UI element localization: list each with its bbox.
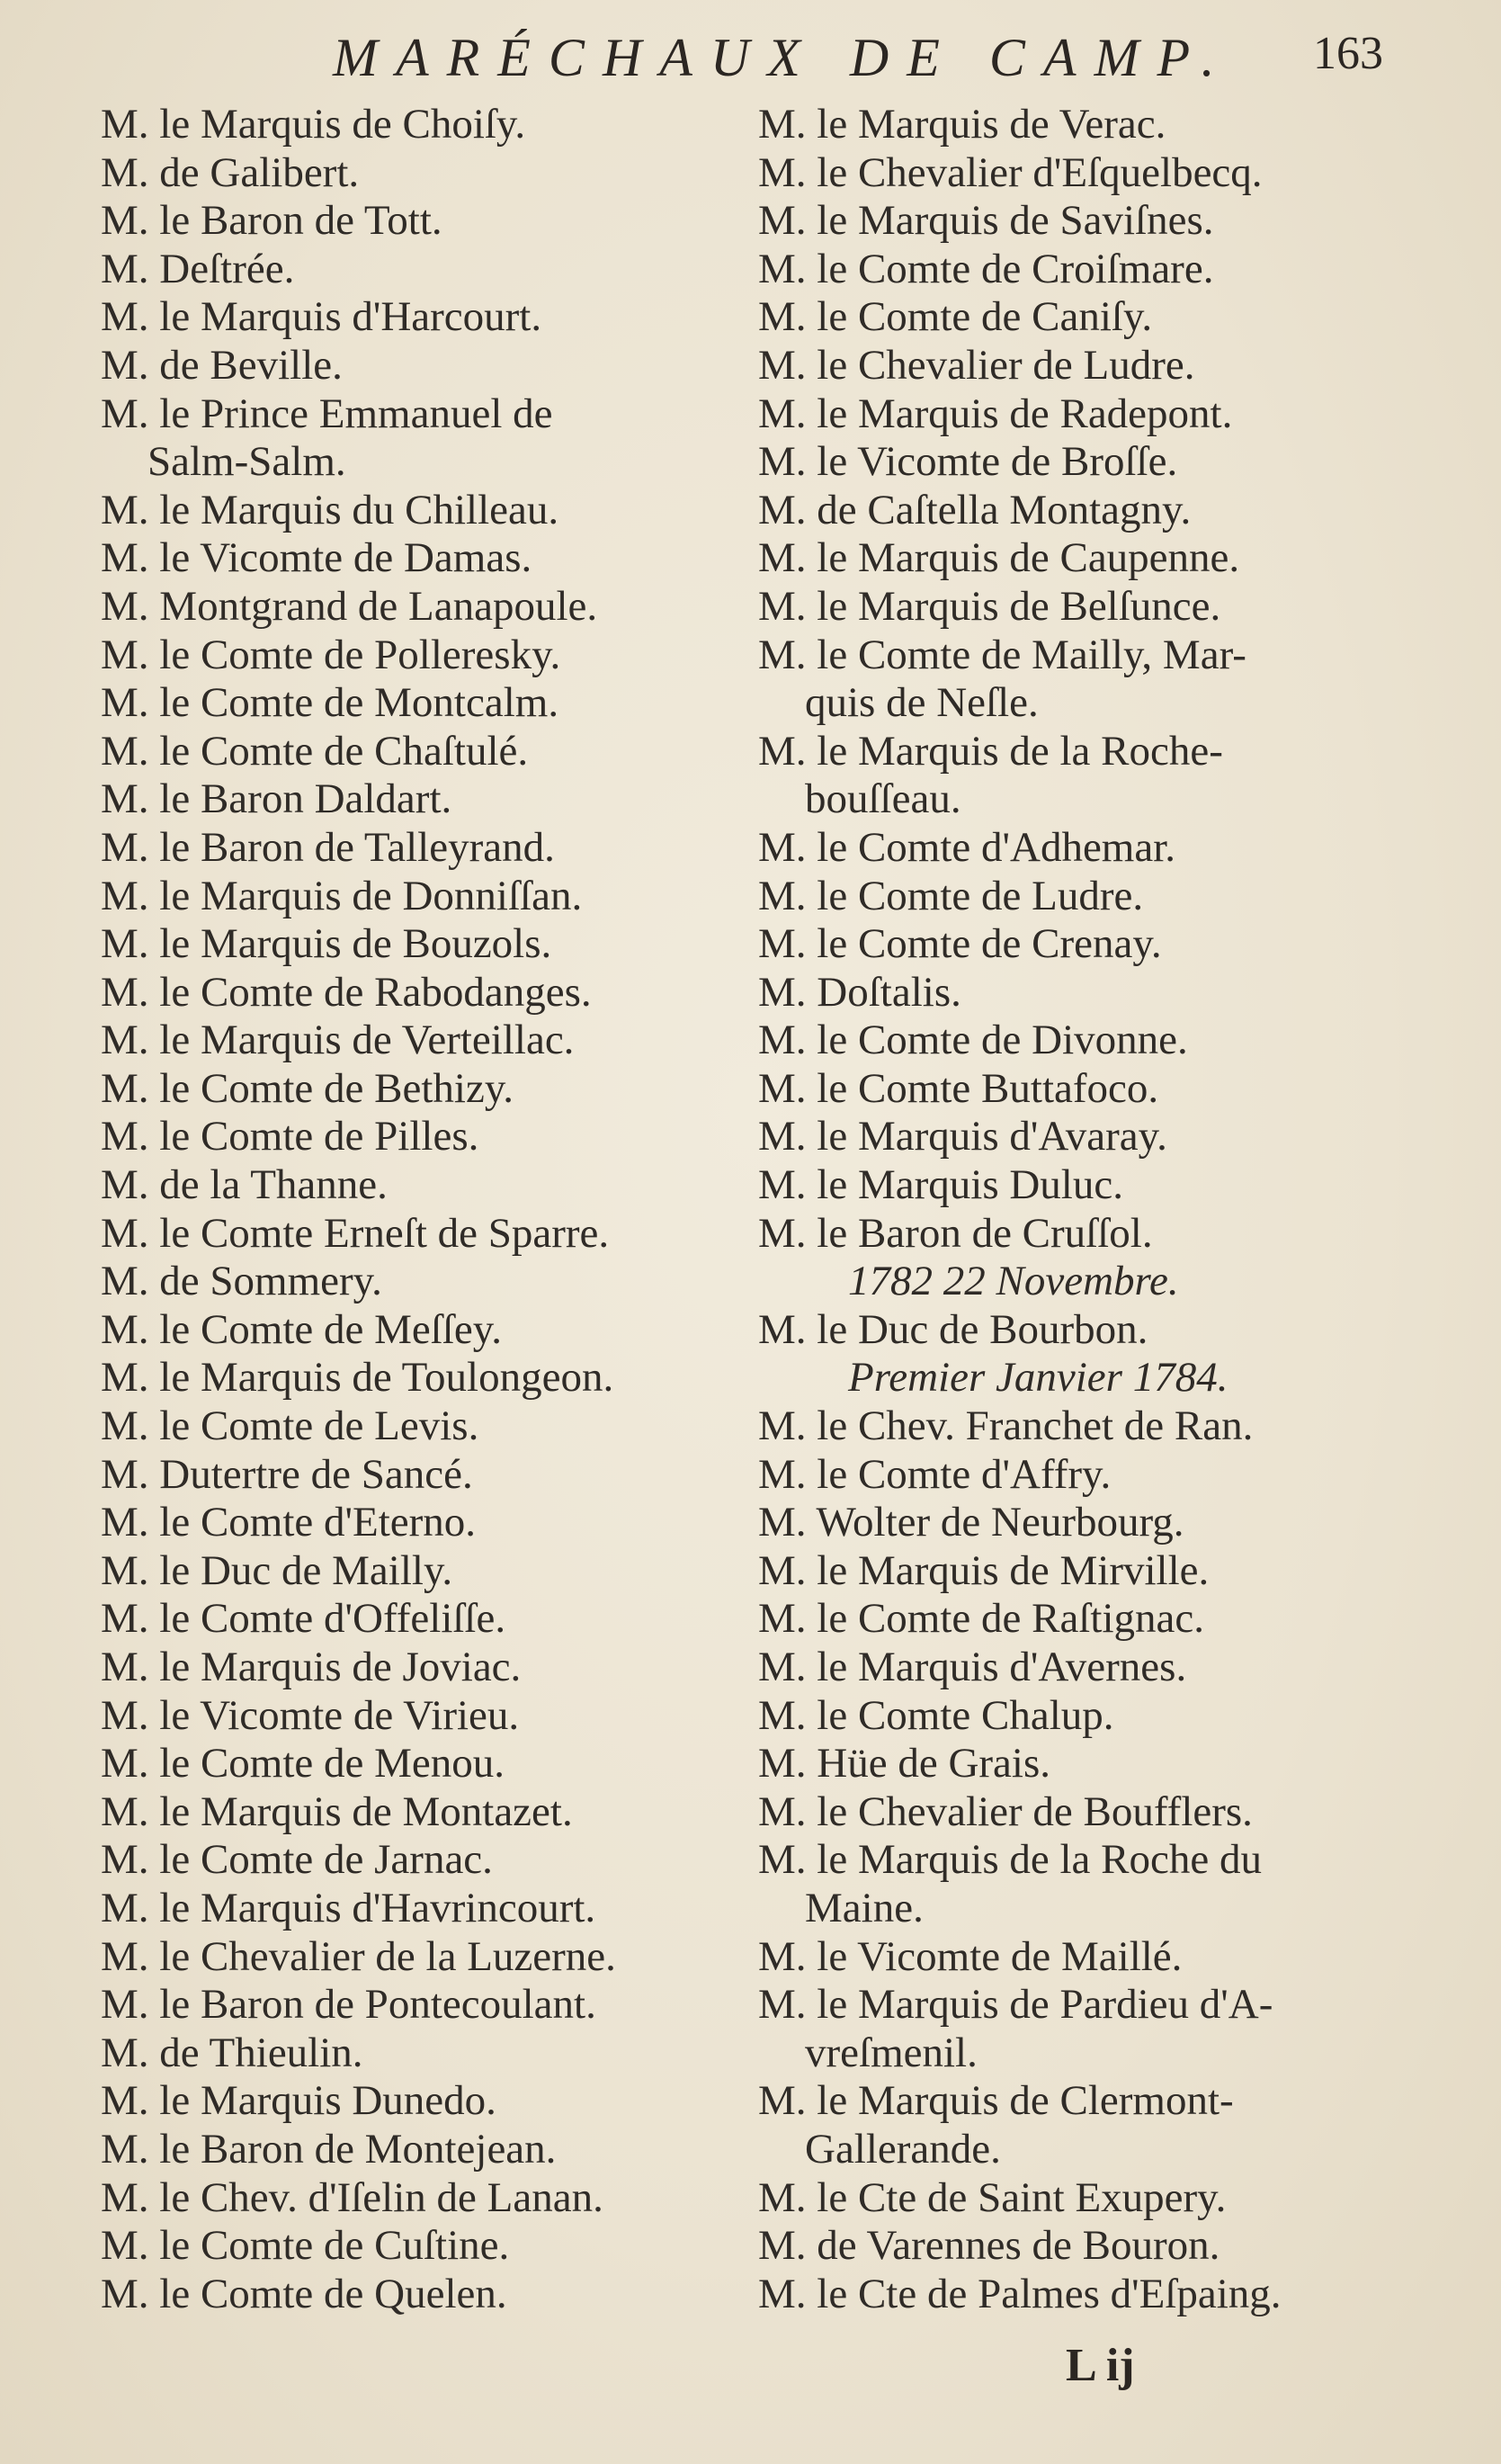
list-item: M. le Marquis de Belſunce. [758, 582, 1221, 630]
list-item: M. le Marquis de Verac. [758, 101, 1166, 148]
list-item: M. le Marquis de Caupenne. [758, 534, 1240, 582]
list-item: M. le Marquis de Mirville. [758, 1546, 1210, 1594]
list-item: M. le Marquis de Montazet. [101, 1788, 573, 1835]
list-item: M. le Marquis du Chilleau. [101, 486, 559, 533]
list-item: M. le Comte de Raſtignac. [758, 1595, 1205, 1643]
list-item: M. Doſtalis. [758, 968, 961, 1016]
list-item: M. le Marquis de Bouzols. [101, 920, 552, 968]
list-item: M. le Baron de Montejean. [101, 2125, 557, 2173]
list-item: M. le Comte de Montcalm. [101, 679, 559, 727]
list-item: M. le Baron de Pontecoulant. [101, 1981, 596, 2029]
list-item-continuation: quis de Neſle. [805, 679, 1039, 727]
list-item: M. le Comte de Mailly, Mar- [758, 631, 1246, 678]
list-item: M. de Thieulin. [101, 2029, 363, 2076]
list-item: M. de la Thanne. [101, 1161, 388, 1209]
list-item: M. le Vicomte de Broſſe. [758, 438, 1178, 486]
list-item: M. le Chev. Franchet de Ran. [758, 1402, 1254, 1450]
running-head: MARÉCHAUX DE CAMP. [333, 28, 1233, 87]
list-item: M. de Varennes de Bouron. [758, 2222, 1220, 2270]
list-item: M. le Comte de Cuſtine. [101, 2222, 510, 2270]
list-item-continuation: vreſmenil. [805, 2029, 978, 2076]
date-heading: Premier Janvier 1784. [848, 1354, 1228, 1402]
list-item: M. le Baron Daldart. [101, 775, 452, 823]
list-item: M. le Marquis d'Harcourt. [101, 293, 542, 341]
list-item: M. le Comte Erneſt de Sparre. [101, 1209, 610, 1257]
right-column [758, 101, 1388, 2318]
list-item: M. le Comte d'Offeliſſe. [101, 1595, 506, 1643]
list-item: M. le Comte de Jarnac. [101, 1836, 493, 1884]
list-item: M. le Marquis Dunedo. [101, 2077, 496, 2125]
list-item: M. le Vicomte de Virieu. [101, 1691, 520, 1739]
list-item: M. le Marquis de la Roche- [758, 727, 1223, 775]
list-item: M. le Comte Buttafoco. [758, 1064, 1159, 1112]
list-item: M. le Marquis de Donniſſan. [101, 872, 583, 919]
list-item: M. le Comte de Levis. [101, 1402, 479, 1450]
list-item: M. le Comte de Crenay. [758, 920, 1162, 968]
list-item: M. le Prince Emmanuel de [101, 390, 553, 437]
list-item: M. le Marquis de Choiſy. [101, 101, 526, 148]
list-item: M. le Cte de Saint Exupery. [758, 2173, 1227, 2221]
list-item: M. le Comte de Bethizy. [101, 1064, 514, 1112]
list-item-continuation: bouſſeau. [805, 775, 961, 823]
list-item: M. le Marquis de Toulongeon. [101, 1354, 614, 1402]
list-item: M. Wolter de Neurbourg. [758, 1499, 1184, 1546]
list-item: M. le Baron de Cruſſol. [758, 1209, 1153, 1257]
list-item: M. le Cte de Palmes d'Eſpaing. [758, 2270, 1282, 2317]
list-item: M. le Marquis Duluc. [758, 1161, 1123, 1209]
list-item: M. le Marquis de Clermont- [758, 2077, 1234, 2125]
list-item: M. de Galibert. [101, 148, 360, 196]
list-item: M. le Duc de Mailly. [101, 1546, 453, 1594]
signature-mark: L ij [1066, 2340, 1135, 2391]
list-item: M. Montgrand de Lanapoule. [101, 582, 598, 630]
list-item: M. le Vicomte de Maillé. [758, 1932, 1183, 1980]
list-item: M. le Marquis d'Avaray. [758, 1113, 1167, 1160]
list-item: M. le Chev. d'Iſelin de Lanan. [101, 2173, 603, 2221]
list-item-continuation: Gallerande. [805, 2125, 1001, 2173]
list-item: M. Hüe de Grais. [758, 1740, 1051, 1788]
list-item: M. le Marquis de Verteillac. [101, 1017, 575, 1064]
list-item: M. le Chevalier de la Luzerne. [101, 1932, 616, 1980]
list-item: M. le Marquis de Pardieu d'A- [758, 1981, 1273, 2029]
page-number: 163 [1313, 28, 1383, 79]
list-item: M. le Comte de Meſſey. [101, 1305, 502, 1353]
list-item: M. le Chevalier d'Eſquelbecq. [758, 148, 1263, 196]
date-heading: 1782 22 Novembre. [848, 1258, 1179, 1305]
list-item: M. le Comte Chalup. [758, 1691, 1114, 1739]
list-item: M. de Sommery. [101, 1258, 382, 1305]
list-item: M. le Comte de Ludre. [758, 872, 1144, 919]
list-item: M. le Marquis d'Havrincourt. [101, 1884, 596, 1931]
list-item: M. le Marquis de Radepont. [758, 390, 1233, 437]
list-item: M. le Baron de Talleyrand. [101, 823, 555, 871]
list-item: M. le Baron de Tott. [101, 197, 442, 245]
list-item: M. le Marquis de Joviac. [101, 1644, 522, 1690]
left-column [101, 101, 730, 2318]
list-item: M. le Comte d'Adhemar. [758, 823, 1176, 871]
list-item: M. le Comte de Chaſtulé. [101, 727, 529, 775]
list-item: M. le Comte de Polleresky. [101, 631, 561, 678]
list-item: M. le Duc de Bourbon. [758, 1305, 1148, 1353]
list-item-continuation: Maine. [805, 1884, 924, 1931]
list-item: M. le Comte d'Eterno. [101, 1499, 477, 1546]
list-item: M. le Marquis de Saviſnes. [758, 197, 1214, 245]
list-item: M. le Comte de Menou. [101, 1740, 505, 1788]
list-item: M. le Comte d'Affry. [758, 1450, 1112, 1498]
list-item: M. le Comte de Croiſmare. [758, 245, 1214, 292]
list-item: M. le Comte de Pilles. [101, 1113, 479, 1160]
list-item: M. Deſtrée. [101, 245, 295, 292]
list-item: M. de Beville. [101, 341, 343, 389]
list-item: M. le Chevalier de Boufflers. [758, 1788, 1253, 1835]
list-item: M. le Comte de Quelen. [101, 2270, 507, 2317]
list-item: M. le Chevalier de Ludre. [758, 341, 1195, 389]
list-item: M. le Comte de Rabodanges. [101, 968, 592, 1016]
list-item: M. le Marquis de la Roche du [758, 1836, 1262, 1884]
list-item: M. le Comte de Caniſy. [758, 293, 1153, 341]
list-item: M. le Comte de Divonne. [758, 1017, 1188, 1064]
list-item-continuation: Salm-Salm. [147, 438, 346, 486]
list-item: M. de Caſtella Montagny. [758, 486, 1192, 533]
list-item: M. Dutertre de Sancé. [101, 1450, 473, 1498]
list-item: M. le Marquis d'Avernes. [758, 1644, 1187, 1690]
list-item: M. le Vicomte de Damas. [101, 534, 532, 582]
